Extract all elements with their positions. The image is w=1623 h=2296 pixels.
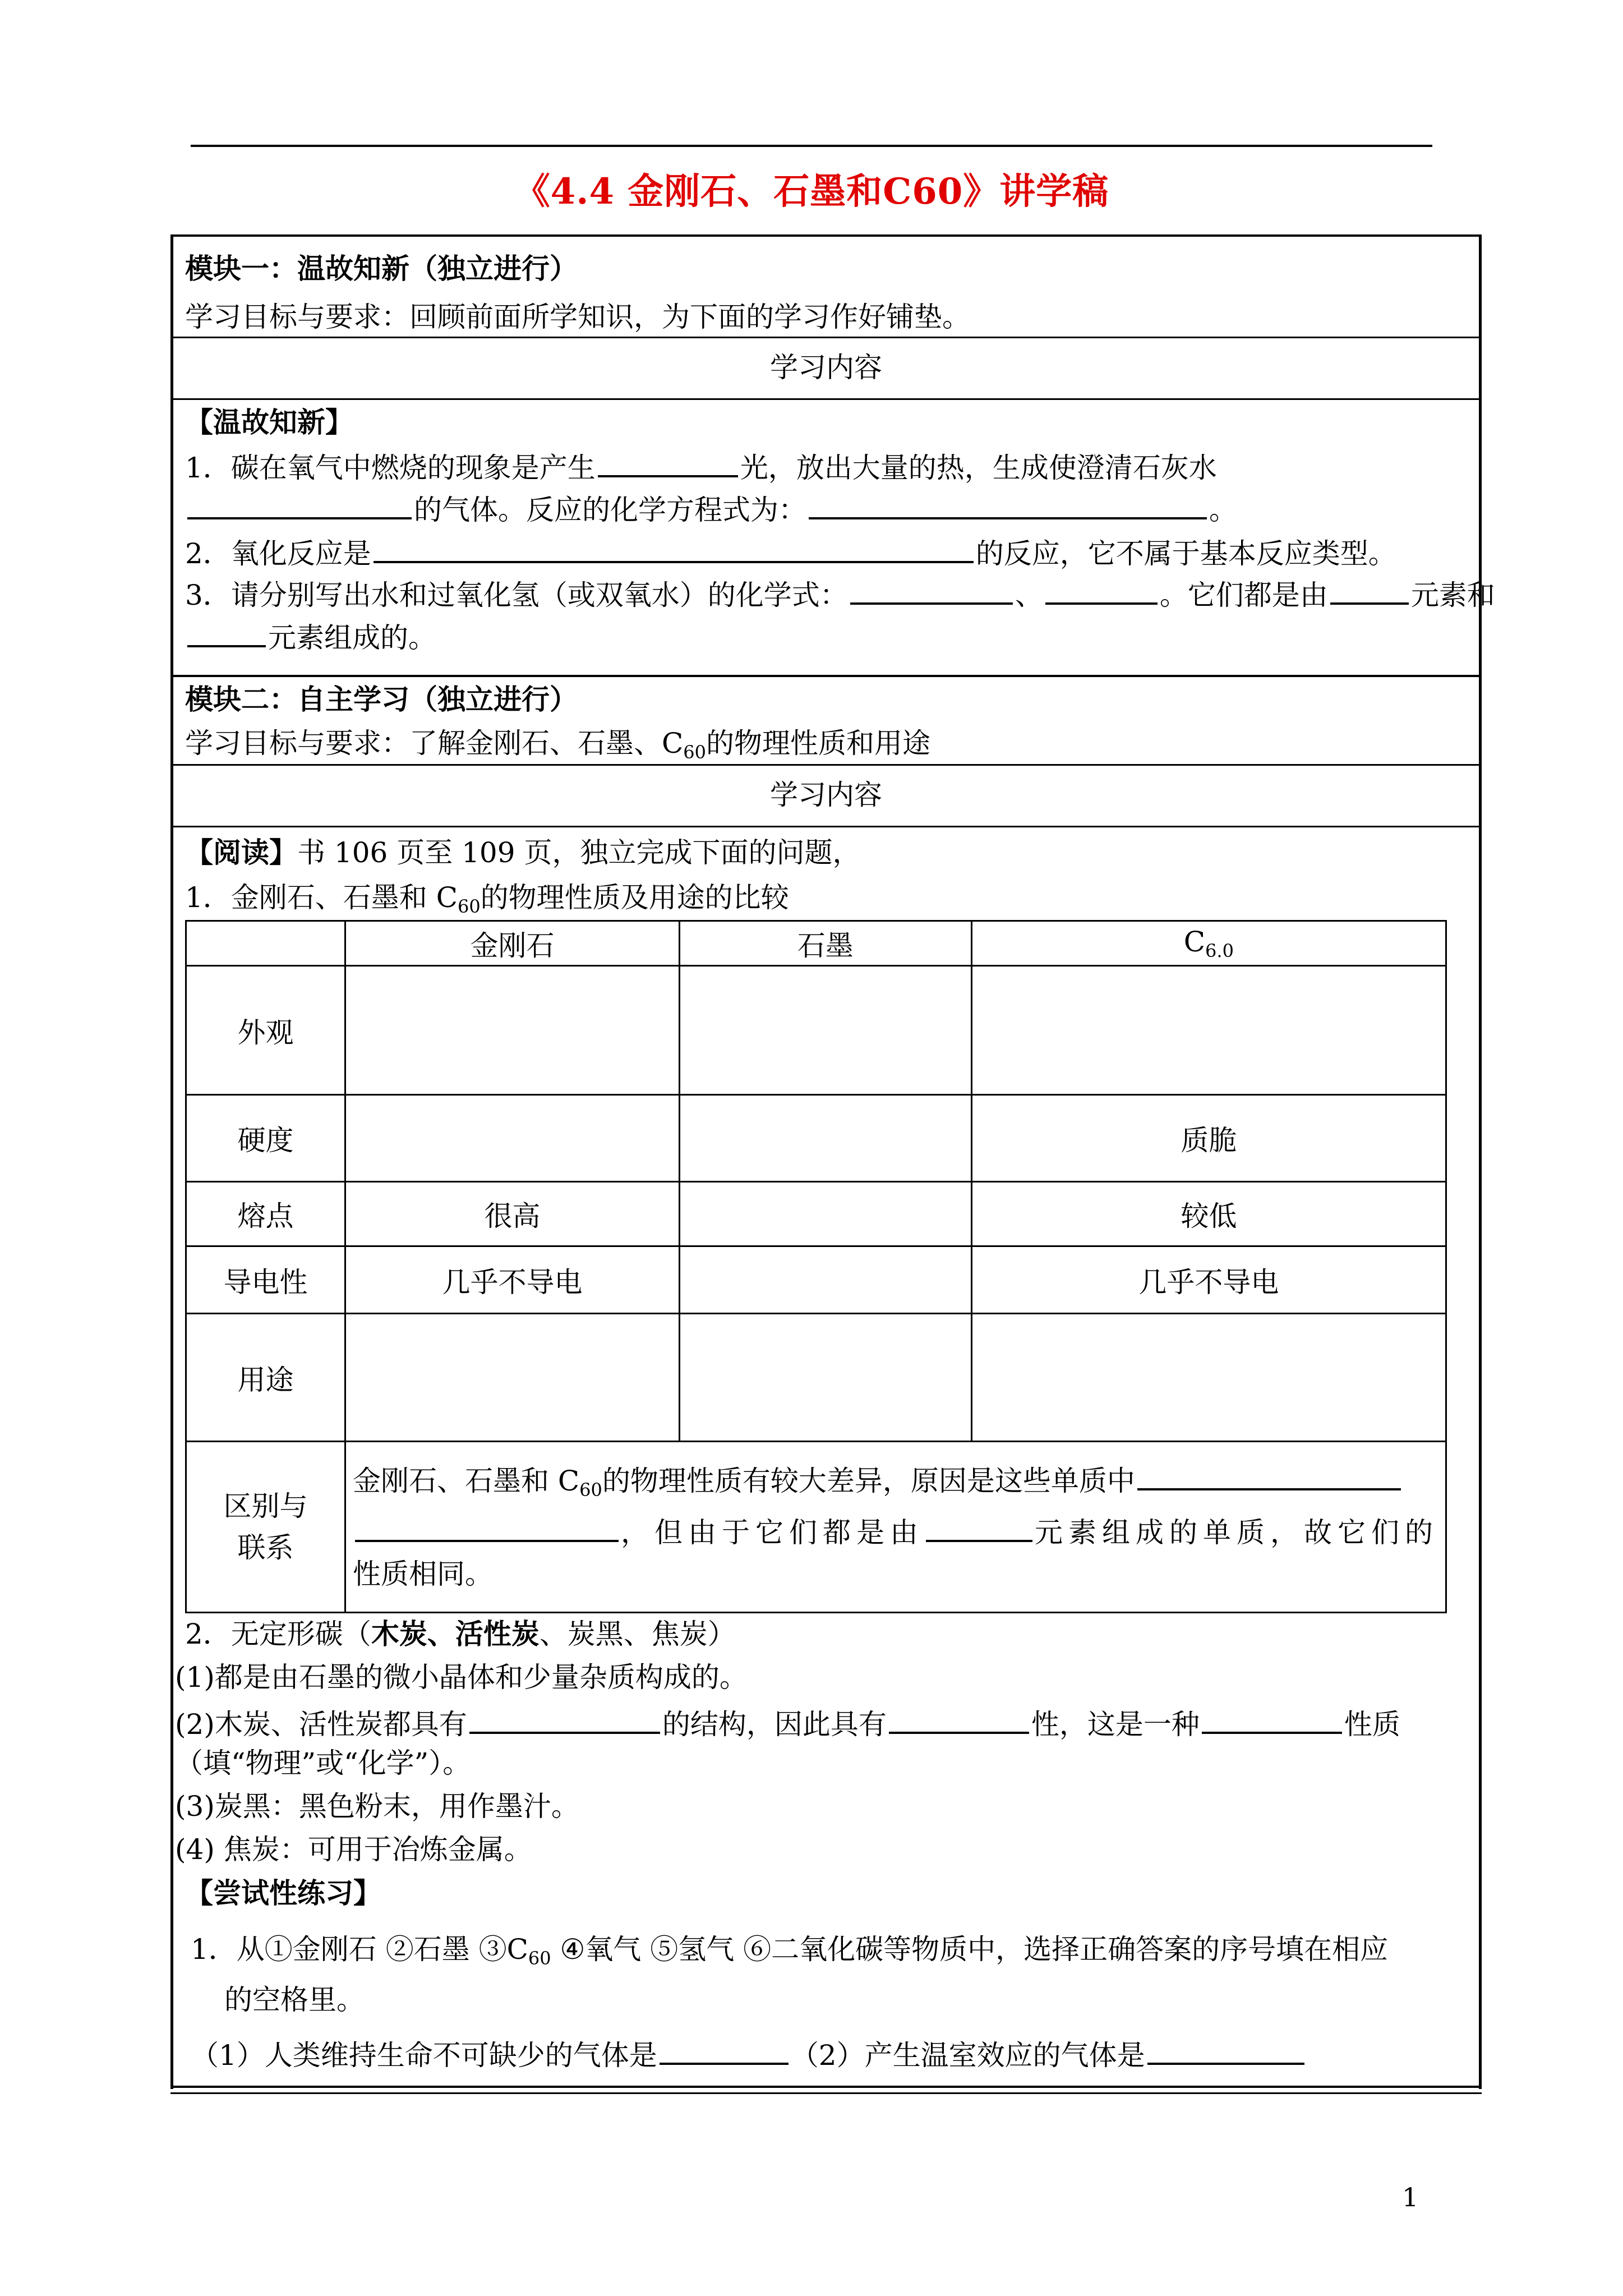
question-1-line1: 1．碳在氧气中燃烧的现象是产生 光，放出大量的热，生成使澄清石灰水 xyxy=(185,446,1217,487)
practice-section-label: 【尝试性练习】 xyxy=(185,1876,381,1910)
page-title: 《4.4 金刚石、石墨和C60》讲学稿 xyxy=(514,171,1109,213)
table-row-difference xyxy=(186,1442,1446,1613)
module1-goal: 学习目标与要求：回顾前面所学知识，为下面的学习作好铺垫。 xyxy=(185,301,970,333)
table-cell: 较低 xyxy=(971,1182,1446,1246)
answer-blank[interactable] xyxy=(187,616,266,647)
frame-bottom xyxy=(170,2086,1482,2088)
table-row xyxy=(186,1246,1446,1314)
row-label: 导电性 xyxy=(186,1246,345,1314)
module2-content-label: 学习内容 xyxy=(770,779,882,811)
answer-cell[interactable] xyxy=(971,966,1446,1095)
divider xyxy=(170,398,1482,400)
frame-top xyxy=(170,234,1482,237)
row-label: 外观 xyxy=(186,966,345,1095)
page-number: 1 xyxy=(1402,2182,1419,2212)
answer-blank[interactable] xyxy=(850,573,1013,605)
table-header-cell xyxy=(186,921,345,966)
answer-cell[interactable] xyxy=(345,1314,680,1442)
table-header-cell: 石墨 xyxy=(679,921,971,966)
amorphous-carbon-title: 2．无定形碳（木炭、活性炭、炭黑、焦炭） xyxy=(185,1617,736,1650)
answer-cell[interactable] xyxy=(345,1095,680,1182)
answer-blank[interactable] xyxy=(187,488,412,519)
answer-cell[interactable] xyxy=(971,1314,1446,1442)
module1-content-label: 学习内容 xyxy=(770,351,882,384)
divider xyxy=(170,337,1482,338)
answer-blank[interactable] xyxy=(355,1511,619,1542)
table-header-row xyxy=(186,921,1446,966)
row-label: 用途 xyxy=(186,1314,345,1442)
table-cell: 质脆 xyxy=(971,1095,1446,1182)
question-1-line2: 的气体。反应的化学方程式为： 。 xyxy=(185,488,1237,530)
table-row xyxy=(186,966,1446,1095)
answer-blank[interactable] xyxy=(1137,1459,1401,1490)
point-3: (3)炭黑：黑色粉末，用作墨汁。 xyxy=(175,1790,579,1823)
question-2: 2．氧化反应是 的反应，它不属于基本反应类型。 xyxy=(185,532,1396,573)
answer-cell[interactable] xyxy=(679,1246,971,1314)
table-cell: 几乎不导电 xyxy=(971,1246,1446,1314)
divider xyxy=(170,826,1482,827)
point-2-note: （填“物理”或“化学”）。 xyxy=(175,1747,471,1779)
module-divider xyxy=(170,675,1482,677)
frame-bottom-double xyxy=(170,2092,1482,2094)
table-row xyxy=(186,1182,1446,1246)
answer-blank[interactable] xyxy=(660,2033,789,2065)
question-3-line2: 元素组成的。 xyxy=(185,616,436,657)
module2-goal: 学习目标与要求：了解金刚石、石墨、$C_{60}$的物理性质和用途 xyxy=(185,727,930,763)
table-header-cell: 金刚石 xyxy=(345,921,680,966)
table-cell: 几乎不导电 xyxy=(345,1246,680,1314)
answer-cell[interactable] xyxy=(679,966,971,1095)
row-label: 硬度 xyxy=(186,1095,345,1182)
reading-instruction: 【阅读】书 106 页至 109 页，独立完成下面的问题， xyxy=(185,836,861,869)
row-label: 熔点 xyxy=(186,1182,345,1246)
answer-blank[interactable] xyxy=(374,532,974,563)
answer-blank[interactable] xyxy=(1330,573,1409,605)
difference-text: 金刚石、石墨和 $C_{60}$的物理性质有较大差异，原因是这些单质中 ，但由于它们都是由 元素组成的单质，故它们的 性质相同。 xyxy=(345,1442,1446,1613)
table-cell: 很高 xyxy=(345,1182,680,1246)
exercise-1-line2: 的空格里。 xyxy=(224,1984,365,2016)
exercise-1-items: （1）人类维持生命不可缺少的气体是 （2）产生温室效应的气体是 xyxy=(191,2033,1307,2075)
answer-blank[interactable] xyxy=(926,1511,1032,1542)
answer-cell[interactable] xyxy=(679,1182,971,1246)
comparison-table xyxy=(185,920,1447,1613)
table-header-cell: $C_{6.0}$ xyxy=(971,921,1446,966)
answer-blank[interactable] xyxy=(1202,1703,1342,1734)
point-1: (1)都是由石墨的微小晶体和少量杂质构成的。 xyxy=(175,1661,748,1694)
answer-cell[interactable] xyxy=(345,966,680,1095)
answer-blank[interactable] xyxy=(889,1703,1029,1734)
table-row xyxy=(186,1095,1446,1182)
answer-blank[interactable] xyxy=(809,488,1207,519)
module2-heading: 模块二：自主学习（独立进行） xyxy=(185,683,578,716)
table-row xyxy=(186,1314,1446,1442)
header-rule xyxy=(191,145,1432,147)
answer-blank[interactable] xyxy=(598,446,738,477)
exercise-1-line1: 1．从①金刚石 ②石墨 $③C_{60}$ ④氧气 ⑤氢气 ⑥二氧化碳等物质中，选择正确答案的序号填在相应 xyxy=(191,1933,1389,1969)
row-label: 区别与 联系 xyxy=(186,1442,345,1613)
answer-blank[interactable] xyxy=(469,1703,660,1734)
point-2: (2)木炭、活性炭都具有 的结构，因此具有 性，这是一种 性质 xyxy=(175,1703,1400,1744)
answer-blank[interactable] xyxy=(1147,2033,1304,2065)
answer-blank[interactable] xyxy=(1045,573,1158,605)
table-intro: 1．金刚石、石墨和 $C_{60}$的物理性质及用途的比较 xyxy=(185,881,789,917)
answer-cell[interactable] xyxy=(679,1095,971,1182)
module1-heading: 模块一：温故知新（独立进行） xyxy=(185,252,578,285)
question-3-line1: 3．请分别写出水和过氧化氢（或双氧水）的化学式： 、 。它们都是由 元素和 xyxy=(185,573,1495,615)
point-4: (4) 焦炭：可用于冶炼金属。 xyxy=(175,1833,532,1866)
review-section-label: 【温故知新】 xyxy=(185,406,353,439)
answer-cell[interactable] xyxy=(679,1314,971,1442)
